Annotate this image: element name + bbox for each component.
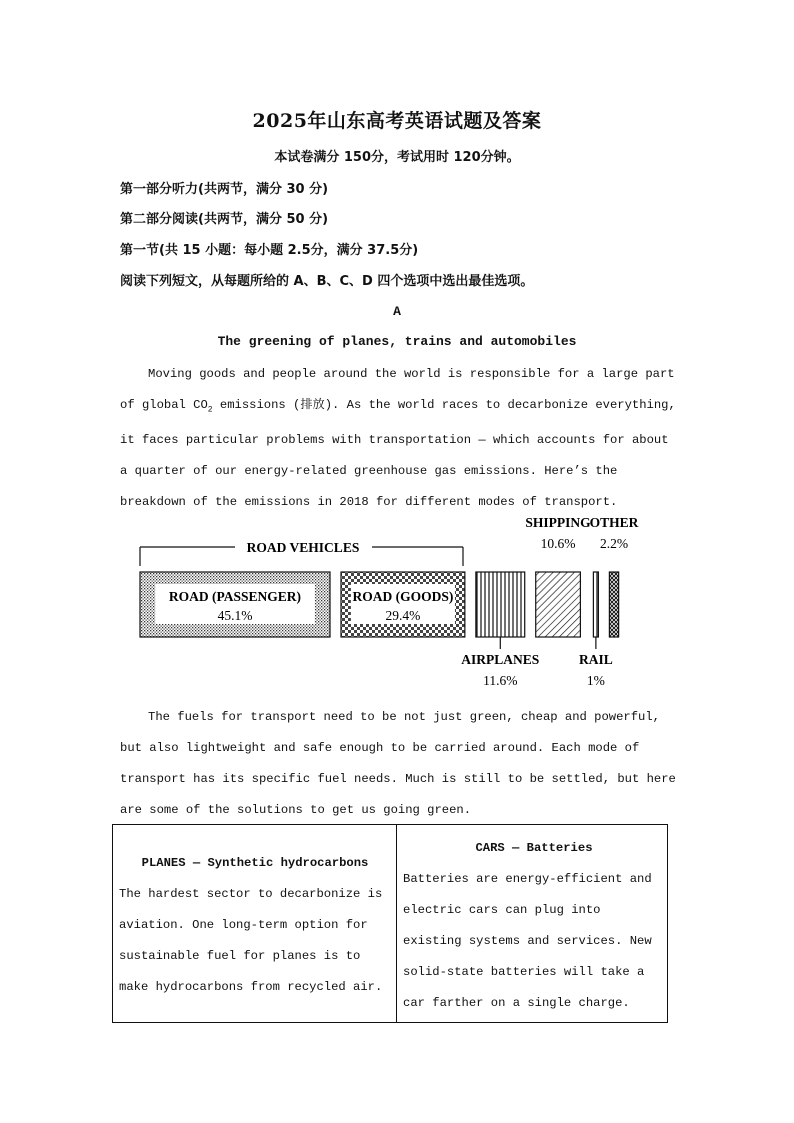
- bar-other: [609, 572, 618, 637]
- category-label: OTHER: [589, 515, 639, 530]
- para2-text: The fuels for transport need to be not just green, cheap and powerful, but also lightweight and safe enough to be carried around. Each mode of transport has its specific fuel needs. Much is still to be settled, but here are some of the solutions to get us going green.: [120, 710, 676, 817]
- exam-subtitle: 本试卷满分 150分，考试用时 120分钟。: [274, 150, 520, 165]
- cars-cell: [403, 833, 665, 1019]
- para1-text-b: emissions (排放). As the world races to decarbonize everything, it faces particular problems with transportation — which accounts for about a quarter of our energy-related greenhouse gas emissions. Here’s the breakdown of the emissions in 2018 for different modes of transport.: [120, 398, 676, 510]
- road-vehicles-label: ROAD VEHICLES: [246, 540, 360, 555]
- category-label: RAIL: [579, 652, 613, 667]
- value-label: 29.4%: [385, 608, 421, 623]
- emissions-chart: [120, 510, 680, 700]
- value-label: 1%: [586, 673, 605, 688]
- category-label: ROAD (GOODS): [352, 589, 454, 604]
- co2-subscript: 2: [207, 405, 213, 415]
- cars-body: Batteries are energy-efficient and electric cars can plug into existing systems and services. New solid-state batteries will take a car farther on a single charge.: [403, 872, 652, 1010]
- value-label: 11.6%: [483, 673, 518, 688]
- cars-heading: CARS — Batteries: [475, 841, 593, 855]
- part-two-heading: 第二部分阅读(共两节，满分 50 分): [120, 212, 329, 227]
- page-title: 2025年山东高考英语试题及答案: [252, 110, 542, 132]
- bar-airplanes: [476, 572, 525, 637]
- passage-title: The greening of planes, trains and automobiles: [217, 334, 577, 349]
- passage-paragraph-1: [120, 359, 680, 518]
- fuel-solutions-table: [112, 824, 668, 1023]
- passage-paragraph-2: [120, 702, 680, 826]
- section-one-heading: 第一节(共 15 小题：每小题 2.5分，满分 37.5分): [120, 243, 419, 258]
- table-divider: [396, 825, 397, 1022]
- bar-rail: [593, 572, 598, 637]
- value-label: 10.6%: [540, 536, 576, 551]
- passage-label: A: [393, 304, 401, 319]
- category-label: SHIPPING: [525, 515, 591, 530]
- planes-body: The hardest sector to decarbonize is aviation. One long-term option for sustainable fuel for planes is to make hydrocarbons from recycled air.: [119, 887, 383, 994]
- road-vehicles-bracket: [140, 540, 463, 566]
- category-label: ROAD (PASSENGER): [168, 589, 302, 604]
- category-label: AIRPLANES: [461, 652, 540, 667]
- para1-text-a: Moving goods and people around the world is responsible for a large part of global CO: [120, 367, 675, 412]
- instruction-text: 阅读下列短文，从每题所给的 A、B、C、D 四个选项中选出最佳选项。: [120, 274, 534, 289]
- planes-heading: PLANES — Synthetic hydrocarbons: [141, 856, 369, 870]
- part-one-heading: 第一部分听力(共两节，满分 30 分): [120, 182, 329, 197]
- value-label: 2.2%: [599, 536, 629, 551]
- planes-cell: [119, 848, 391, 1003]
- bar-shipping: [536, 572, 581, 637]
- value-label: 45.1%: [217, 608, 253, 623]
